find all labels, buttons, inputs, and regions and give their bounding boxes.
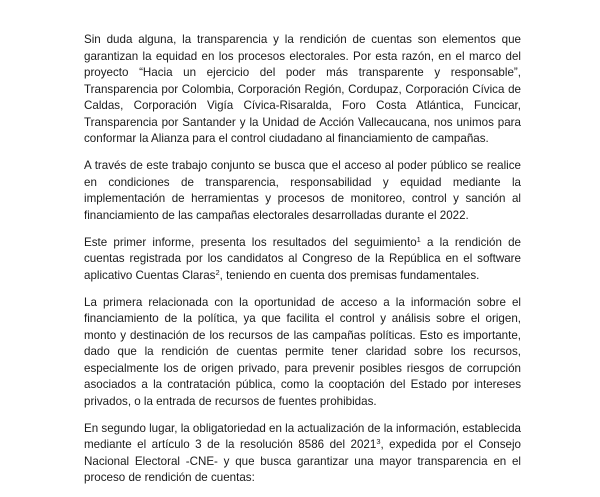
footnote-ref-1[interactable]: 1 xyxy=(416,234,421,244)
paragraph-3-part-1: Este primer informe, presenta los resultados del seguimiento xyxy=(84,235,417,249)
paragraph-4: La primera relacionada con la oportunidad de acceso a la información sobre el financiamiento de la política, ya que facilita el control y análisis sobre el origen, monto y destinación de los recursos de las campañas políticas. Esto es importante, dado que la rendición de cuentas permite tener claridad sobre los recursos, especialmente los de origen privado, para prevenir posibles riesgos de corrupción asociados a la contratación pública, como la cooptación del Estado por intereses privados, o la entrada de recursos de fuentes prohibidas. xyxy=(84,295,521,408)
paragraph-1: Sin duda alguna, la transparencia y la rendición de cuentas son elementos que garantizan la equidad en los procesos electorales. Por esta razón, en el marco del proyecto “Hacia un ejercicio del poder más transparente y responsable”, Transparencia por Colombia, Corporación Región, Cordupaz, Corporación Cívica de Caldas, Corporación Vigía Cívica-Risaralda, Foro Costa Atlántica, Funcicar, Transparencia por Santander y la Unidad de Acción Vallecaucana, nos unimos para conformar la Alianza para el control ciudadano al financiamiento de campañas. xyxy=(84,33,521,145)
paragraph-3-part-3: , teniendo en cuenta dos premisas fundamentales. xyxy=(219,268,480,282)
paragraph-3-part-2: a la rendición de cuentas registrada por los candidatos al Congreso de la República en el software aplicativo Cuentas Claras xyxy=(84,235,521,282)
footnote-ref-2[interactable]: 2 xyxy=(215,267,220,277)
paragraph-2: A través de este trabajo conjunto se busca que el acceso al poder público se realice en condiciones de transparencia, responsabilidad y equidad mediante la implementación de herramientas y procesos de monitoreo, control y sanción al financiamiento de las campañas electorales desarrolladas durante el 2022. xyxy=(84,159,521,222)
body-text xyxy=(84,32,521,497)
paragraph-3 xyxy=(84,235,521,285)
paragraph-5-part-2: , expedida por el Consejo Nacional Electoral -CNE- y que busca garantizar una mayor transparencia en el proceso de rendición de cuentas: xyxy=(84,438,521,484)
paragraph-5-part-1: En segundo lugar, la obligatoriedad en la actualización de la información, establecida mediante el artículo 3 de la resolución 8586 del 2021 xyxy=(84,421,521,451)
footnote-ref-3[interactable]: 3 xyxy=(376,437,381,446)
paragraph-5 xyxy=(84,421,521,487)
